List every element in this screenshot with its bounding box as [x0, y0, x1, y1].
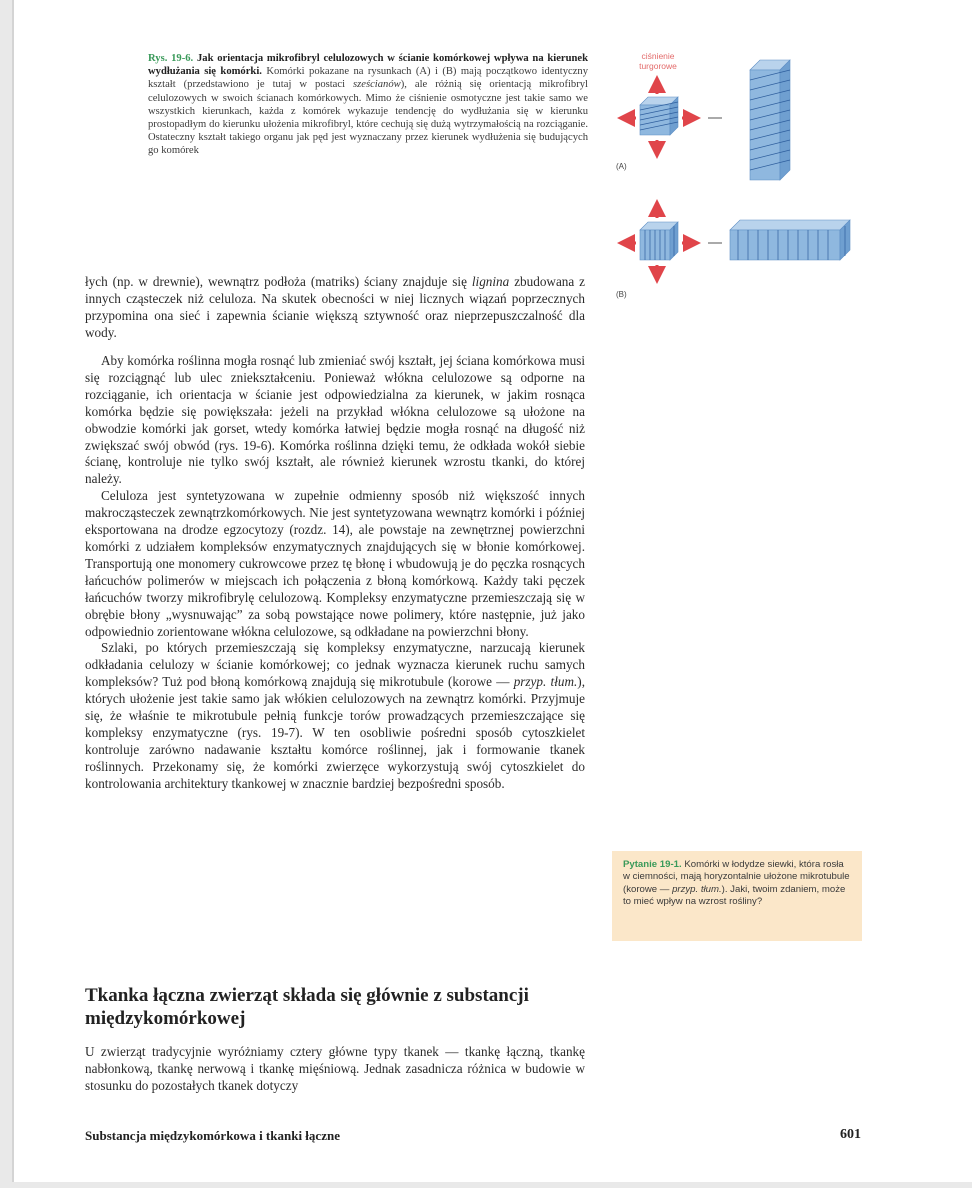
turgor-pressure-label: ciśnienie turgorowe: [639, 51, 677, 71]
page-number: 601: [840, 1127, 861, 1142]
panel-b-cube-elongated: [730, 220, 850, 260]
panel-a-label: (A): [616, 162, 627, 171]
section-heading: Tkanka łączna zwierząt składa się głównie z substancji międzykomórkowej: [85, 985, 529, 1029]
lignina-term: lignina: [471, 274, 510, 289]
caption-italic: sześcianów: [353, 79, 401, 91]
para-continued-text: łych (np. w drewnie), wewnątrz podłoża (matriks) ściany znajduje się: [85, 274, 467, 289]
question-text: Komórki w łodydze siewki, która rosła w ciemności, mają horyzontalnie ułożone mikrotubule (korowe —: [623, 859, 850, 895]
paragraph-continued: [85, 274, 585, 342]
paragraph-cellulose-synthesis: Celuloza jest syntetyzowana w zupełnie odmienny sposób niż większość innych makrocząsteczek zewnątrzkomórkowych. Nie jest syntetyzowana wewnątrz komórki i później eksportowana na drodze egzocytozy (rozdz. 14), ale powstaje na zewnętrznej powierzchni komórki z udziałem kompleksów enzymatycznych znajdujących się w błonie komórkowej. Transportują one monomery cukrowcowe przez tę błonę i wbudowują je do pęczka rosnących łańcuchów polimerów w miejscach ich połączenia z błoną komórkową. Każdy taki pęczek łańcuchów tworzy mikrofibrylę celulozową. Kompleksy enzymatyczne przemieszczają się w obrębie błony „wysnuwając” za sobą powstające nowe polimery, które następnie, już jako odpowiednio zorientowane włókna celulozowe, są odkładane na powierzchni błony.: [85, 488, 585, 639]
main-paragraphs: [85, 353, 585, 793]
figure-illustration: [600, 50, 870, 310]
page-bottom-edge: [0, 1182, 972, 1188]
question-italic: przyp. tłum.: [672, 883, 722, 895]
figure-number: Rys. 19-6.: [148, 53, 194, 64]
para-4-text-2: ), których ułożenie jest takie samo jak włókien celulozowych na zewnątrz komórki. Przyjmuje się, że właśnie te mikrotubule pełnią funkcje torów prowadzących przemieszczające się kompleksy enzymatyczne (rys. 19-7). W ten osobliwie pośredni sposób cytoszkielet kontroluje zarówno nadawanie kształtu komórce roślinnej, jak i formowanie tkanek roślinnych. Przekonamy się, że komórki zwierzęce wykorzystują swój cytoszkielet do kontrolowania architektury tkankowej w znacznie bardziej bezpośredni sposób.: [85, 674, 585, 791]
para-4-text: Szlaki, po których przemieszczają się kompleksy enzymatyczne, narzucają kierunek odkładania celulozy w ścianie komórkowej; co jednak wyznacza kierunek ruchu samych kompleksów? Tuż pod błoną komórkową znajdują się mikrotubule (korowe —: [85, 640, 585, 690]
question-label: Pytanie 19-1.: [623, 859, 682, 870]
section-paragraph: [85, 1044, 585, 1095]
caption-text: Komórki pokazane na rysunkach (A) i (B) mają początkowo identyczny kształt (przedstawiono je tutaj w postaci: [148, 66, 588, 91]
figure-19-6: [600, 50, 870, 310]
page-edge: [0, 0, 12, 1188]
paragraph-microtubules: [85, 640, 585, 792]
caption-text-continued: ), ale różnią się orientacją mikrofibryl celulozowych w swoich ścianach komórkowych. Mimo że ciśnienie osmotyczne jest takie samo we wszystkich kierunkach, każda z komórek wykazuje tendencję do wydłużania się w kierunku prostopadłym do kierunku ułożenia mikrofibryl, które cechują się dużą wytrzymałością na rozciąganie. Ostateczny kształt takiego organu jak pęd jest wyznaczany przez kierunek wydłużenia się budujących go komórek: [148, 79, 588, 157]
page-edge-shadow: [12, 0, 14, 1188]
figure-title: Jak orientacja mikrofibryl celulozowych w ścianie komórkowej wpływa na kierunek wydłużania się komórki.: [148, 53, 589, 78]
panel-a-cube-elongated: [750, 60, 790, 180]
para-4-italic: przyp. tłum.: [513, 674, 578, 690]
section-text: U zwierząt tradycyjnie wyróżniamy cztery główne typy tkanek — tkankę łączną, tkankę nabłonkową, tkankę nerwową i tkankę mięśniową. Jednak zasadnicza różnica w budowie w stosunku do pozostałych tkanek dotyczy: [85, 1044, 585, 1093]
para-continued-text-2: zbudowana z innych cząsteczek niż celuloza. Na skutek obecności w niej licznych wiązań poprzecznych przypomina ona sieć i zapewnia ścianie większą sztywność oraz nieprzepuszczalność dla wody.: [85, 274, 586, 340]
running-footer-title: Substancja międzykomórkowa i tkanki łączne: [85, 1128, 340, 1143]
question-box: [612, 851, 862, 941]
question-text-2: ). Jaki, twoim zdaniem, może to mieć wpływ na wzrost rośliny?: [623, 883, 846, 908]
paragraph-growth: Aby komórka roślinna mogła rosnąć lub zmieniać swój kształt, jej ściana komórkowa musi się rozciągnąć lub ulec zniekształceniu. Ponieważ włókna celulozowe są odporne na rozciąganie, ich orientacja w ścianie jest odpowiedzialna za kierunek, w jakim rosnąca komórka będzie się powiększała: jeżeli na przykład włókna celulozowe są ułożone na obwodzie komórki jak gorset, wtedy komórka łatwiej będzie mogła rosnąć na długość niż zwiększać swój obwód (rys. 19-6). Komórka roślinna dzięki temu, że odkłada wokół siebie ścianę, kontroluje nie tylko swój kształt, ale również kierunek wzrostu tkanki, do której należy.: [85, 353, 585, 487]
panel-a-cube-small: [640, 97, 678, 135]
panel-b-label: (B): [616, 290, 627, 299]
figure-caption: [148, 52, 588, 158]
panel-b-cube-small: [640, 222, 678, 260]
